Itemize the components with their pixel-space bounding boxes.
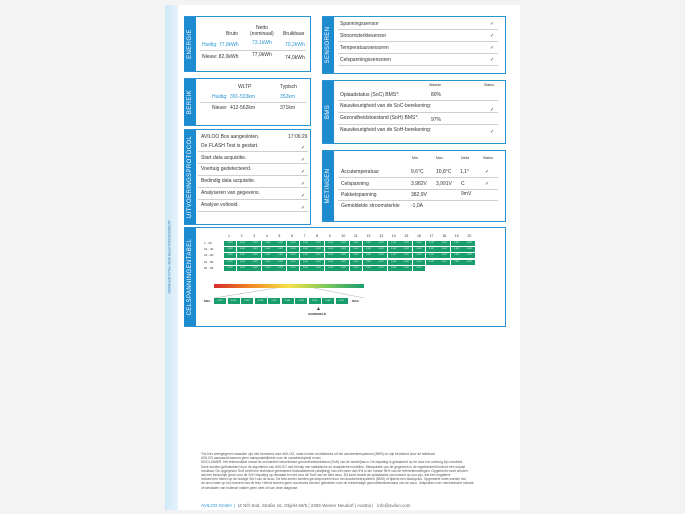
cell-value: 3.987: [337, 266, 349, 271]
avg-marker-icon: ▲: [316, 306, 321, 312]
cell-value: 3.987: [312, 260, 324, 265]
column-header: 9: [328, 234, 331, 238]
cell-value: 3.987: [287, 253, 299, 258]
cell-value: 3.987: [224, 260, 236, 265]
header-bruikbaar: Bruikbaar: [283, 31, 305, 37]
cell-value: 3.987: [451, 260, 463, 265]
header-wltp: WLTP: [238, 84, 252, 90]
cell-value: 3.987: [287, 266, 299, 271]
bereik-huidig-label: Huidig:: [212, 94, 228, 100]
bereik-huidig-typ: 352km: [280, 94, 296, 100]
celtabel-tab: CELSPANNINGENTABEL: [184, 228, 196, 326]
bms-item-label: Nauwkeurigheid van de SoH-berekening:: [340, 127, 432, 133]
cell-value: 3.987: [413, 253, 425, 258]
cell-value: 3.987: [249, 253, 261, 258]
column-header: 4: [265, 234, 268, 238]
footnote-line: invloed een heleel op de huidige SoH van de accu. De test-echter werden gecomponeerd door het accubeheersysteem (BMS) of tijdens een laadcyclus. Opgemerkt moet worden dat: [201, 477, 466, 482]
check-icon: ✓: [490, 33, 495, 39]
metingen-delta: 1,1°: [460, 169, 469, 175]
check-icon: ✓: [485, 181, 490, 187]
cell-value: 3.987: [325, 260, 337, 265]
row-label: 1 - 20: [204, 241, 212, 245]
protocol-item: Start data acquisitie.: [201, 155, 247, 161]
column-header: 1: [228, 234, 230, 238]
cell-value: 3.987: [249, 247, 261, 252]
cell-value: 3.987: [438, 260, 450, 265]
cell-value: 3.987: [375, 247, 387, 252]
energie-huidig: Huidig: 77,9kWh: [202, 42, 239, 48]
cell-value: 3.987: [438, 247, 450, 252]
column-header: 13: [379, 234, 384, 238]
scale-cell: 3.986: [255, 298, 267, 304]
check-icon: ✓: [490, 129, 495, 135]
metingen-label: Celspanning: [341, 181, 369, 187]
cell-value: 3.987: [287, 241, 299, 246]
footer-company: AVILOO GmbH: [201, 503, 232, 508]
header-max: Max.: [436, 156, 444, 160]
energie-tab: ENERGIE: [184, 17, 196, 71]
cell-value: 3.987: [426, 247, 438, 252]
sensoren-tab: SENSOREN: [322, 17, 334, 73]
protocol-title: AVILOO Box aangesloten.: [201, 134, 260, 140]
cell-value: 3.987: [400, 247, 412, 252]
cell-value: 3.987: [463, 241, 475, 246]
energie-nieuw-bruik: 74,0kWh: [285, 55, 305, 61]
cell-value: 3.987: [400, 253, 412, 258]
celtabel-box: [184, 227, 506, 327]
cell-value: 3.987: [300, 266, 312, 271]
column-header: 10: [341, 234, 346, 238]
cell-value: 3.987: [224, 266, 236, 271]
bms-item-value: 80%: [431, 92, 442, 98]
cell-value: 3.987: [413, 266, 425, 271]
header-min: Min.: [412, 156, 419, 160]
scale-cell: 3.985: [241, 298, 253, 304]
cell-value: 3.987: [312, 241, 324, 246]
cell-value: 3.987: [312, 247, 324, 252]
scale-cell: 3.990: [309, 298, 321, 304]
column-header: 20: [467, 234, 472, 238]
column-header: 15: [404, 234, 409, 238]
cell-value: 3.987: [287, 260, 299, 265]
cell-value: 3.987: [337, 247, 349, 252]
column-header: 18: [442, 234, 447, 238]
cell-value: 3.987: [400, 260, 412, 265]
protocol-time: 17:06:29: [288, 134, 308, 140]
cell-value: 3.987: [224, 241, 236, 246]
scale-cell: 3.988: [282, 298, 294, 304]
cell-value: 3.987: [262, 266, 274, 271]
header-typisch: Typisch: [280, 84, 297, 90]
bereik-huidig-wltp: 391-533km: [230, 94, 256, 100]
cell-value: 3.987: [350, 260, 362, 265]
cell-value: 3.987: [237, 260, 249, 265]
bereik-nieuw-label: Nieuw:: [212, 105, 228, 111]
cell-value: 3.987: [388, 247, 400, 252]
zoom-connector: [214, 288, 364, 298]
footer-email[interactable]: info@aviloo.com: [377, 503, 411, 508]
bereik-nieuw-typ: 371km: [280, 105, 296, 111]
check-icon: ✓: [301, 145, 306, 151]
cell-value: 3.987: [438, 253, 450, 258]
cell-value: 3.987: [350, 253, 362, 258]
sensor-item: Stroomsterktesensor: [340, 33, 387, 39]
cell-value: 3.987: [463, 253, 475, 258]
energie-huidig-netto: 73,1kWh: [252, 40, 272, 46]
bms-item-label: Nauwkeurigheid van de SoC-berekening:: [340, 103, 432, 109]
cell-value: 3.987: [262, 247, 274, 252]
metingen-delta: C: [461, 181, 465, 187]
cell-value: 3.987: [350, 241, 362, 246]
check-icon: ✓: [301, 169, 306, 175]
sensor-item: Celspanningssensoren: [340, 57, 391, 63]
check-icon: ✓: [490, 45, 495, 51]
footnote-line: dat een behoorlijk groot voor de SoH bepaling op uitmaakt en niet voor de SoH van de hele accu. Dit komt omdat de opladstatus van invloed op zou zijn, dat een negatieve: [201, 473, 451, 478]
header-waarde: Waarde: [429, 83, 442, 87]
cell-value: 3.987: [274, 260, 286, 265]
cell-value: 3.987: [274, 247, 286, 252]
cell-value: 3.987: [237, 241, 249, 246]
protocol-item: Voertuig gedetecteerd.: [201, 166, 252, 172]
cell-value: 3.987: [300, 247, 312, 252]
cell-value: 3.987: [426, 260, 438, 265]
cell-value: 3.987: [312, 253, 324, 258]
bms-item-label: Oplaadstatus (SoC) BMS*:: [340, 92, 400, 98]
metingen-max: 10,8°C: [436, 169, 452, 175]
energie-huidig-bruik: 70,2kWh: [285, 42, 305, 48]
cell-value: 3.987: [350, 266, 362, 271]
cell-value: 3.987: [325, 241, 337, 246]
cell-value: 3.987: [325, 247, 337, 252]
cell-value: 3.987: [300, 260, 312, 265]
cell-value: 3.987: [426, 253, 438, 258]
avg-label: GEMIDDELD: [308, 312, 326, 316]
cell-value: 3.987: [237, 247, 249, 252]
cell-value: 3.987: [400, 241, 412, 246]
cell-value: 3.987: [300, 241, 312, 246]
cell-value: 3.987: [451, 241, 463, 246]
check-icon: ✓: [301, 205, 306, 211]
sensor-item: Temperatuursensoren: [340, 45, 389, 51]
cell-value: 3.987: [325, 266, 337, 271]
cell-value: 3.987: [363, 260, 375, 265]
cell-value: 3.987: [363, 247, 375, 252]
cell-value: 3.987: [249, 260, 261, 265]
cell-value: 3.987: [413, 241, 425, 246]
footnote-line: de accu weer op het moment van de test. Hieruit kunnen geen conclusies worden getrokken over de toekomstige gezondheidstoestand van de accu. Uitspraken over mechanische schade: [201, 481, 474, 486]
max-label: MAX.: [352, 299, 360, 303]
cell-value: 3.987: [350, 247, 362, 252]
cell-value: 3.987: [262, 241, 274, 246]
check-icon: ✓: [301, 193, 306, 199]
cell-value: 3.987: [262, 253, 274, 258]
cell-value: 3.987: [363, 266, 375, 271]
footnote-line: Deze worden geëvalueerd door de algoritmen van AVILOO met behulp van statistische en analytische modellen. Manipulatie van de gegevens in de regeleenheid leidt tot een onjuist: [201, 464, 466, 469]
cell-value: 3.987: [400, 266, 412, 271]
scale-cell: 3.989: [295, 298, 307, 304]
bms-box: [322, 80, 506, 144]
cell-value: 3.987: [312, 266, 324, 271]
cell-value: 3.987: [463, 247, 475, 252]
header-status: Status: [484, 83, 494, 87]
footnote-line: *De hier weergegeven waarden zijn niet berekend door AVILOO, maar komen rechtstreeks uit het accubeheersysteem (BMS) en zijn berekend door de fabrikant.: [201, 452, 436, 456]
cell-value: 3.987: [438, 241, 450, 246]
column-header: 5: [278, 234, 281, 238]
cell-value: 3.987: [337, 241, 349, 246]
cell-value: 3.987: [426, 241, 438, 246]
cell-value: 3.987: [274, 253, 286, 258]
cell-value: 3.987: [274, 241, 286, 246]
header-delta: Delta: [461, 156, 470, 160]
cell-value: 3.987: [388, 266, 400, 271]
column-header: 8: [316, 234, 319, 238]
check-icon: ✓: [301, 157, 306, 163]
column-header: 3: [253, 234, 256, 238]
metingen-box: [322, 150, 506, 222]
sensoren-box: [322, 16, 506, 74]
cell-value: 3.987: [262, 260, 274, 265]
row-label: 81 - 96: [204, 265, 214, 270]
metingen-min: 3,982V: [411, 181, 427, 187]
column-header: 6: [291, 234, 293, 238]
protocol-item: Bedindig data acquisitie.: [201, 178, 256, 184]
column-header: 17: [429, 234, 434, 238]
metingen-label: Pakketspanning: [341, 192, 377, 198]
cell-value: 3.987: [451, 253, 463, 258]
protocol-tab: UITVOERINGSPROTOCOL: [184, 130, 196, 224]
column-header: 14: [391, 234, 396, 238]
bms-item-label: Gezondheidstoestand (SoH) BMS*:: [340, 115, 419, 121]
column-header: 16: [417, 234, 421, 238]
energie-nieuw: Nieuw: 82,0kWh: [202, 54, 239, 60]
report-id: 9999ba3f-57da-4d3f-8aa3-50016ab8bc5f: [166, 220, 172, 294]
cell-value: 3.987: [375, 266, 387, 271]
cell-value: 3.987: [463, 260, 475, 265]
check-icon: ✓: [490, 21, 495, 27]
cell-value: 3.987: [375, 241, 387, 246]
scale-cell: 3.990: [322, 298, 334, 304]
footer-address: IZ NÖ-Süd, Straße 16, Objekt 69/5 | 2355 Wiener Neudorf | Austria |: [237, 503, 374, 508]
column-header: 11: [354, 234, 358, 238]
energie-box: [184, 16, 311, 72]
header-netto: Netto: [256, 25, 268, 31]
cell-value: 3.987: [413, 260, 425, 265]
cell-value: 3.987: [237, 266, 249, 271]
check-icon: ✓: [490, 107, 495, 113]
bereik-nieuw-wltp: 412-562km: [230, 105, 256, 111]
cell-value: 3.987: [337, 260, 349, 265]
cell-value: 3.987: [300, 253, 312, 258]
cell-value: 3.987: [375, 253, 387, 258]
sensor-item: Spanningssensor: [340, 21, 379, 27]
footnote-line: of toestaden van buitenaf maken geen deel uit van deze diagnose.: [201, 485, 299, 490]
cell-value: 3.987: [388, 253, 400, 258]
energie-nieuw-netto: 77,0kWh: [252, 52, 272, 58]
bms-tab: BMS: [322, 81, 334, 143]
metingen-delta: 9mV: [461, 191, 472, 197]
cell-value: 3.987: [287, 247, 299, 252]
metingen-max: 3,991V: [436, 181, 452, 187]
bereik-tab: BEREIK: [184, 79, 196, 125]
header-status: Status: [483, 156, 493, 160]
cell-value: 3.987: [325, 253, 337, 258]
min-label: MIN.: [204, 299, 211, 303]
metingen-label: Accutemperatuur: [341, 169, 380, 175]
cell-value: 3.987: [337, 253, 349, 258]
row-label: 21 - 40: [204, 247, 214, 252]
row-label: 41 - 60: [204, 253, 214, 258]
protocol-item: Analyseren van gegevens.: [201, 190, 260, 196]
check-icon: ✓: [490, 57, 495, 63]
bereik-box: [184, 78, 311, 126]
cell-value: 3.987: [388, 241, 400, 246]
cell-value: 3.987: [274, 266, 286, 271]
column-header: 19: [454, 234, 459, 238]
row-label: 61 - 80: [204, 259, 214, 264]
cell-value: 3.987: [363, 253, 375, 258]
cell-value: 3.987: [249, 266, 261, 271]
cell-value: 3.987: [413, 247, 425, 252]
cell-value: 3.987: [249, 241, 261, 246]
cell-value: 3.987: [237, 253, 249, 258]
column-header: 7: [303, 234, 306, 238]
metingen-min: 382,9V: [411, 192, 427, 198]
footnotes: [201, 452, 513, 490]
cell-value: 3.987: [388, 260, 400, 265]
header-bruto: Bruto: [226, 31, 238, 37]
scale-row: [214, 298, 364, 304]
report-page: [165, 5, 520, 510]
footnote-line: resultaat. De opgegeven SoH heeft een technisch gerelateerd fluctuatiebereik (afwijking) van niet meer dan 5% in ten minste 95% van de referentiemetingen. Opgemerkt moet worden: [201, 468, 468, 473]
check-icon: ✓: [301, 181, 306, 187]
protocol-box: [184, 129, 311, 225]
bms-item-value: 97%: [431, 117, 442, 123]
cell-value: 3.987: [224, 253, 236, 258]
metingen-tab: METINGEN: [322, 151, 334, 221]
cell-value: 3.987: [363, 241, 375, 246]
scale-cell: 3.991: [336, 298, 348, 304]
metingen-min: 9,6°C: [411, 169, 424, 175]
cell-voltage-grid: [184, 228, 505, 326]
cell-value: 3.987: [451, 247, 463, 252]
protocol-item: Analyse voltooid.: [201, 202, 239, 208]
protocol-item: De FLASH Test is gestart.: [201, 143, 259, 149]
scale-cell: 3.982: [214, 298, 226, 304]
page-footer: AVILOO GmbH | IZ NÖ-Süd, Straße 16, Objekt 69/5 | 2355 Wiener Neudorf | Austria | info@aviloo.com: [201, 503, 411, 508]
column-header: 2: [240, 234, 243, 238]
scale-cell: 3.984: [228, 298, 240, 304]
header-netto-sub: (nominaal): [250, 31, 274, 37]
metingen-label: Gemiddelde stroomsterkte: [341, 203, 400, 209]
check-icon: ✓: [485, 169, 490, 175]
column-header: 12: [366, 234, 371, 238]
metingen-min: -1,0A: [411, 203, 423, 209]
scale-cell: 3.987: [268, 298, 280, 304]
footnote-line: AVILOO aanvaardt daarom geen aansprakelijkheid voor de nauwkeurigheid ervan.: [201, 456, 322, 461]
cell-value: 3.987: [224, 247, 236, 252]
footnote-line: DISCLAIMER: Het testresultaat omvat de momenteel beschikbare gezondheidstoestand (SoH) van de aandrijfaccu. De bepaling is gebaseerd op de door het voertuig zijn verstrekt.: [201, 460, 464, 465]
cell-value: 3.987: [375, 260, 387, 265]
